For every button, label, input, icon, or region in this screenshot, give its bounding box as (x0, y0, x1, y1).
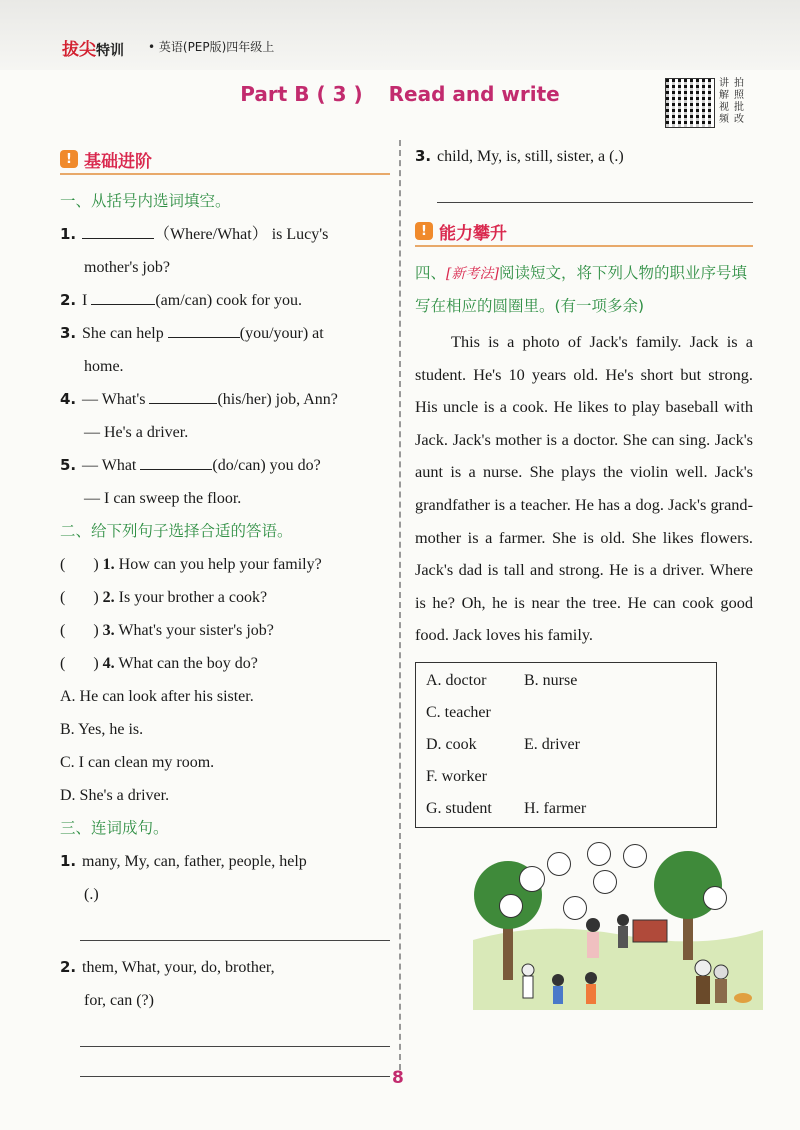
answer-paren[interactable]: ( ) (60, 589, 99, 606)
job-options-box: A. doctor B. nurseC. teacher D. cook E. driverF. worker G. student H. farmer (415, 662, 717, 828)
right-column (415, 140, 753, 1010)
match-answer: D. She's a driver. (60, 787, 170, 804)
match-question: ( ) 1. How can you help your family? (60, 556, 322, 573)
match-question: ( ) 3. What's your sister's job? (60, 622, 274, 639)
question-item: 3. She can help (you/your) at (60, 324, 324, 342)
qr-caption: 讲 拍 解 照 视 批 频 改 (719, 78, 744, 125)
answer-blank[interactable] (149, 390, 217, 404)
answer-paren[interactable]: ( ) (60, 622, 99, 639)
sentence-item: 3. child, My, is, still, sister, a (.) (415, 147, 624, 165)
answer-circle[interactable] (563, 896, 587, 920)
column-divider (399, 140, 401, 1070)
match-answer: B. Yes, he is. (60, 721, 144, 738)
answer-blank[interactable] (82, 225, 154, 239)
reading-passage: This is a photo of Jack's family. Jack is a student. He's 10 years old. He's short but strong. His uncle is a cook. He likes to play baseball with Jack. Jack's mother is a doctor. She can sing. Jack's aunt is a nurse. She plays the violin well. Jack's grandfather is a teacher. He has a dog. Jack's grand-mother is a farmer. She is old. She likes flowers. Jack's dad is tall and strong. He is a driver. Where is he? Oh, he is near the tree. He can cook good food. Jack loves his family. (415, 332, 753, 645)
answer-circle[interactable] (519, 866, 545, 892)
part3-list: 1. many, My, can, father, people, help (.) 2. them, What, your, do, brother, for, can (?) (60, 845, 390, 1077)
part2-questions (60, 548, 390, 812)
part1-heading: 一、从括号内选词填空。 (60, 192, 231, 210)
answer-blank[interactable] (168, 324, 240, 338)
question-item: 2. I (am/can) cook for you. (60, 291, 302, 309)
section-basic-header: ! 基础进阶 (60, 145, 390, 175)
left-column (60, 145, 390, 1077)
sentence-item: 1. many, My, can, father, people, help (60, 852, 307, 870)
answer-circle[interactable] (593, 870, 617, 894)
question-item: 5. — What (do/can) you do? (60, 456, 321, 474)
page-title: Part B ( 3 ) Read and write (240, 82, 560, 106)
answer-circle[interactable] (499, 894, 523, 918)
answer-line[interactable] (80, 1047, 390, 1077)
part4-heading: 四、[新考法]阅读短文，将下列人物的职业序号填写在相应的圆圈里。(有一项多余) (415, 264, 747, 315)
series-title: • 英语(PEP版)四年级上 (148, 40, 275, 54)
answer-line[interactable] (80, 911, 390, 941)
answer-circle[interactable] (547, 852, 571, 876)
answer-line[interactable] (437, 173, 753, 203)
part2-heading: 二、给下列句子选择合适的答语。 (60, 522, 293, 540)
qr-code-icon[interactable] (665, 78, 715, 128)
answer-blank[interactable] (140, 456, 212, 470)
match-question: ( ) 2. Is your brother a cook? (60, 589, 268, 606)
answer-circle[interactable] (587, 842, 611, 866)
answer-blank[interactable] (91, 291, 155, 305)
sentence-item: 2. them, What, your, do, brother, (60, 958, 275, 976)
series-logo: 拔尖特训 (62, 40, 124, 60)
page-number: 8 (392, 1068, 404, 1088)
part3-heading: 三、连词成句。 (60, 819, 169, 837)
answer-paren[interactable]: ( ) (60, 556, 99, 573)
part1-list: 1. （Where/What） is Lucy's mother's job? 2. I (am/can) cook for you. 3. She can help (you/your) at home. 4. — What's (his/her) job, Ann? — He's a driver. 5. — What (do/can) you do? — I can sweep the floor. (60, 218, 390, 515)
answer-circle[interactable] (623, 844, 647, 868)
answer-line[interactable] (80, 1017, 390, 1047)
new-method-tag: [新考法] (446, 266, 499, 282)
answer-paren[interactable]: ( ) (60, 655, 99, 672)
question-item: 4. — What's (his/her) job, Ann? (60, 390, 338, 408)
match-answer: A. He can look after his sister. (60, 688, 254, 705)
question-item: 1. （Where/What） is Lucy's (60, 225, 329, 243)
exclaim-icon: ! (60, 150, 78, 168)
section-ability-header: ! 能力攀升 (415, 217, 753, 247)
exclaim-icon: ! (415, 222, 433, 240)
match-question: ( ) 4. What can the boy do? (60, 655, 258, 672)
match-answer: C. I can clean my room. (60, 754, 215, 771)
answer-circle[interactable] (703, 886, 727, 910)
family-illustration (463, 850, 763, 1010)
